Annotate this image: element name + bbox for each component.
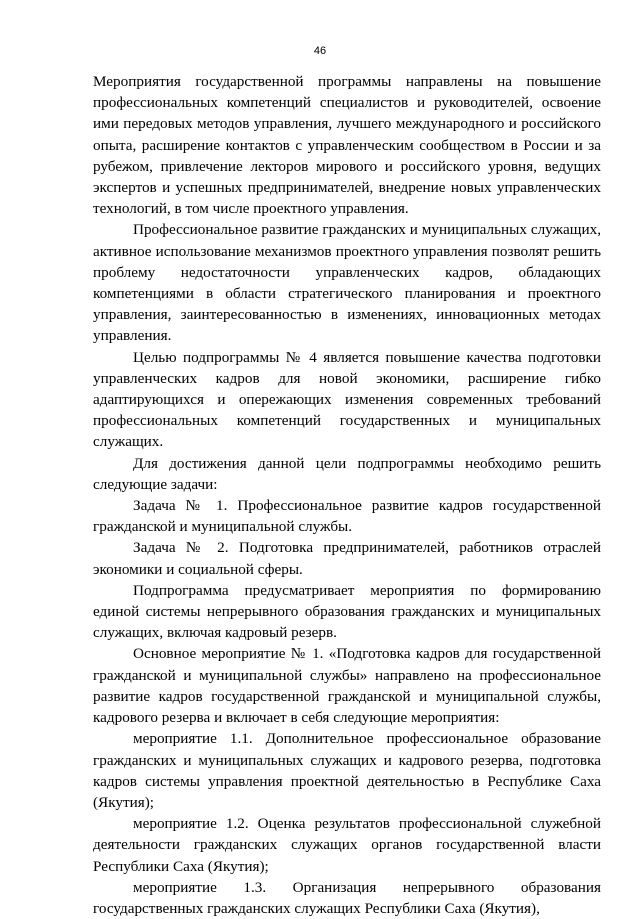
- paragraph-tasks-intro: Для достижения данной цели подпрограммы необходимо решить следующие задачи:: [93, 454, 601, 493]
- page-number: 46: [313, 45, 327, 57]
- paragraph-task-1: Задача № 1. Профессиональное развитие кадров государственной гражданской и муниципальной службы.: [93, 497, 601, 536]
- paragraph-measure-1-2: мероприятие 1.2. Оценка результатов профессиональной служебной деятельности гражданских служащих органов государственной власти Республики Саха (Якутия);: [93, 815, 601, 875]
- paragraph-main-measure-1: Основное мероприятие № 1. «Подготовка кадров для государственной гражданской и муниципальной службы» направлено на профессиональное развитие кадров государственной гражданской и муниципальной службы, кадрового резерва и включает в себя следующие мероприятия:: [93, 645, 601, 727]
- paragraph-subprogram-goal: Целью подпрограммы № 4 является повышение качества подготовки управленческих кадров для новой экономики, расширение гибко адаптирующихся и опережающих изменения современных требований профессиональных компетенций государственных и муниципальных служащих.: [93, 348, 601, 451]
- paragraph-program-measures: Мероприятия государственной программы направлены на повышение профессиональных компетенций специалистов и руководителей, освоение ими передовых методов управления, лучшего международного и российского опыта, расширение контактов с управленческим сообществом в России и за рубежом, привлечение лекторов мирового и российского уровня, ведущих экспертов и успешных предпринимателей, внедрение новых управленческих технологий, в том числе проектного управления.: [93, 73, 601, 218]
- paragraph-task-2: Задача № 2. Подготовка предпринимателей, работников отраслей экономики и социальной сферы.: [93, 539, 601, 578]
- paragraph-subprogram-provides: Подпрограмма предусматривает мероприятия по формированию единой системы непрерывного образования гражданских и муниципальных служащих, включая кадровый резерв.: [93, 581, 601, 642]
- document-body: [93, 71, 601, 919]
- paragraph-professional-development: Профессиональное развитие гражданских и муниципальных служащих, активное использование механизмов проектного управления позволят решить проблему недостаточности управленческих кадров, обладающих компетенциями в области стратегического планирования и проектного управления, заинтересованностью в изменениях, инновационных методах управления.: [93, 221, 601, 345]
- paragraph-measure-1-3: мероприятие 1.3. Организация непрерывного образования государственных гражданских служащих Республики Саха (Якутия),: [93, 878, 601, 917]
- paragraph-measure-1-1: мероприятие 1.1. Дополнительное профессиональное образование гражданских и муниципальных служащих и кадрового резерва, подготовка кадров системы управления проектной деятельностью в Республике Саха (Якутия);: [93, 730, 601, 811]
